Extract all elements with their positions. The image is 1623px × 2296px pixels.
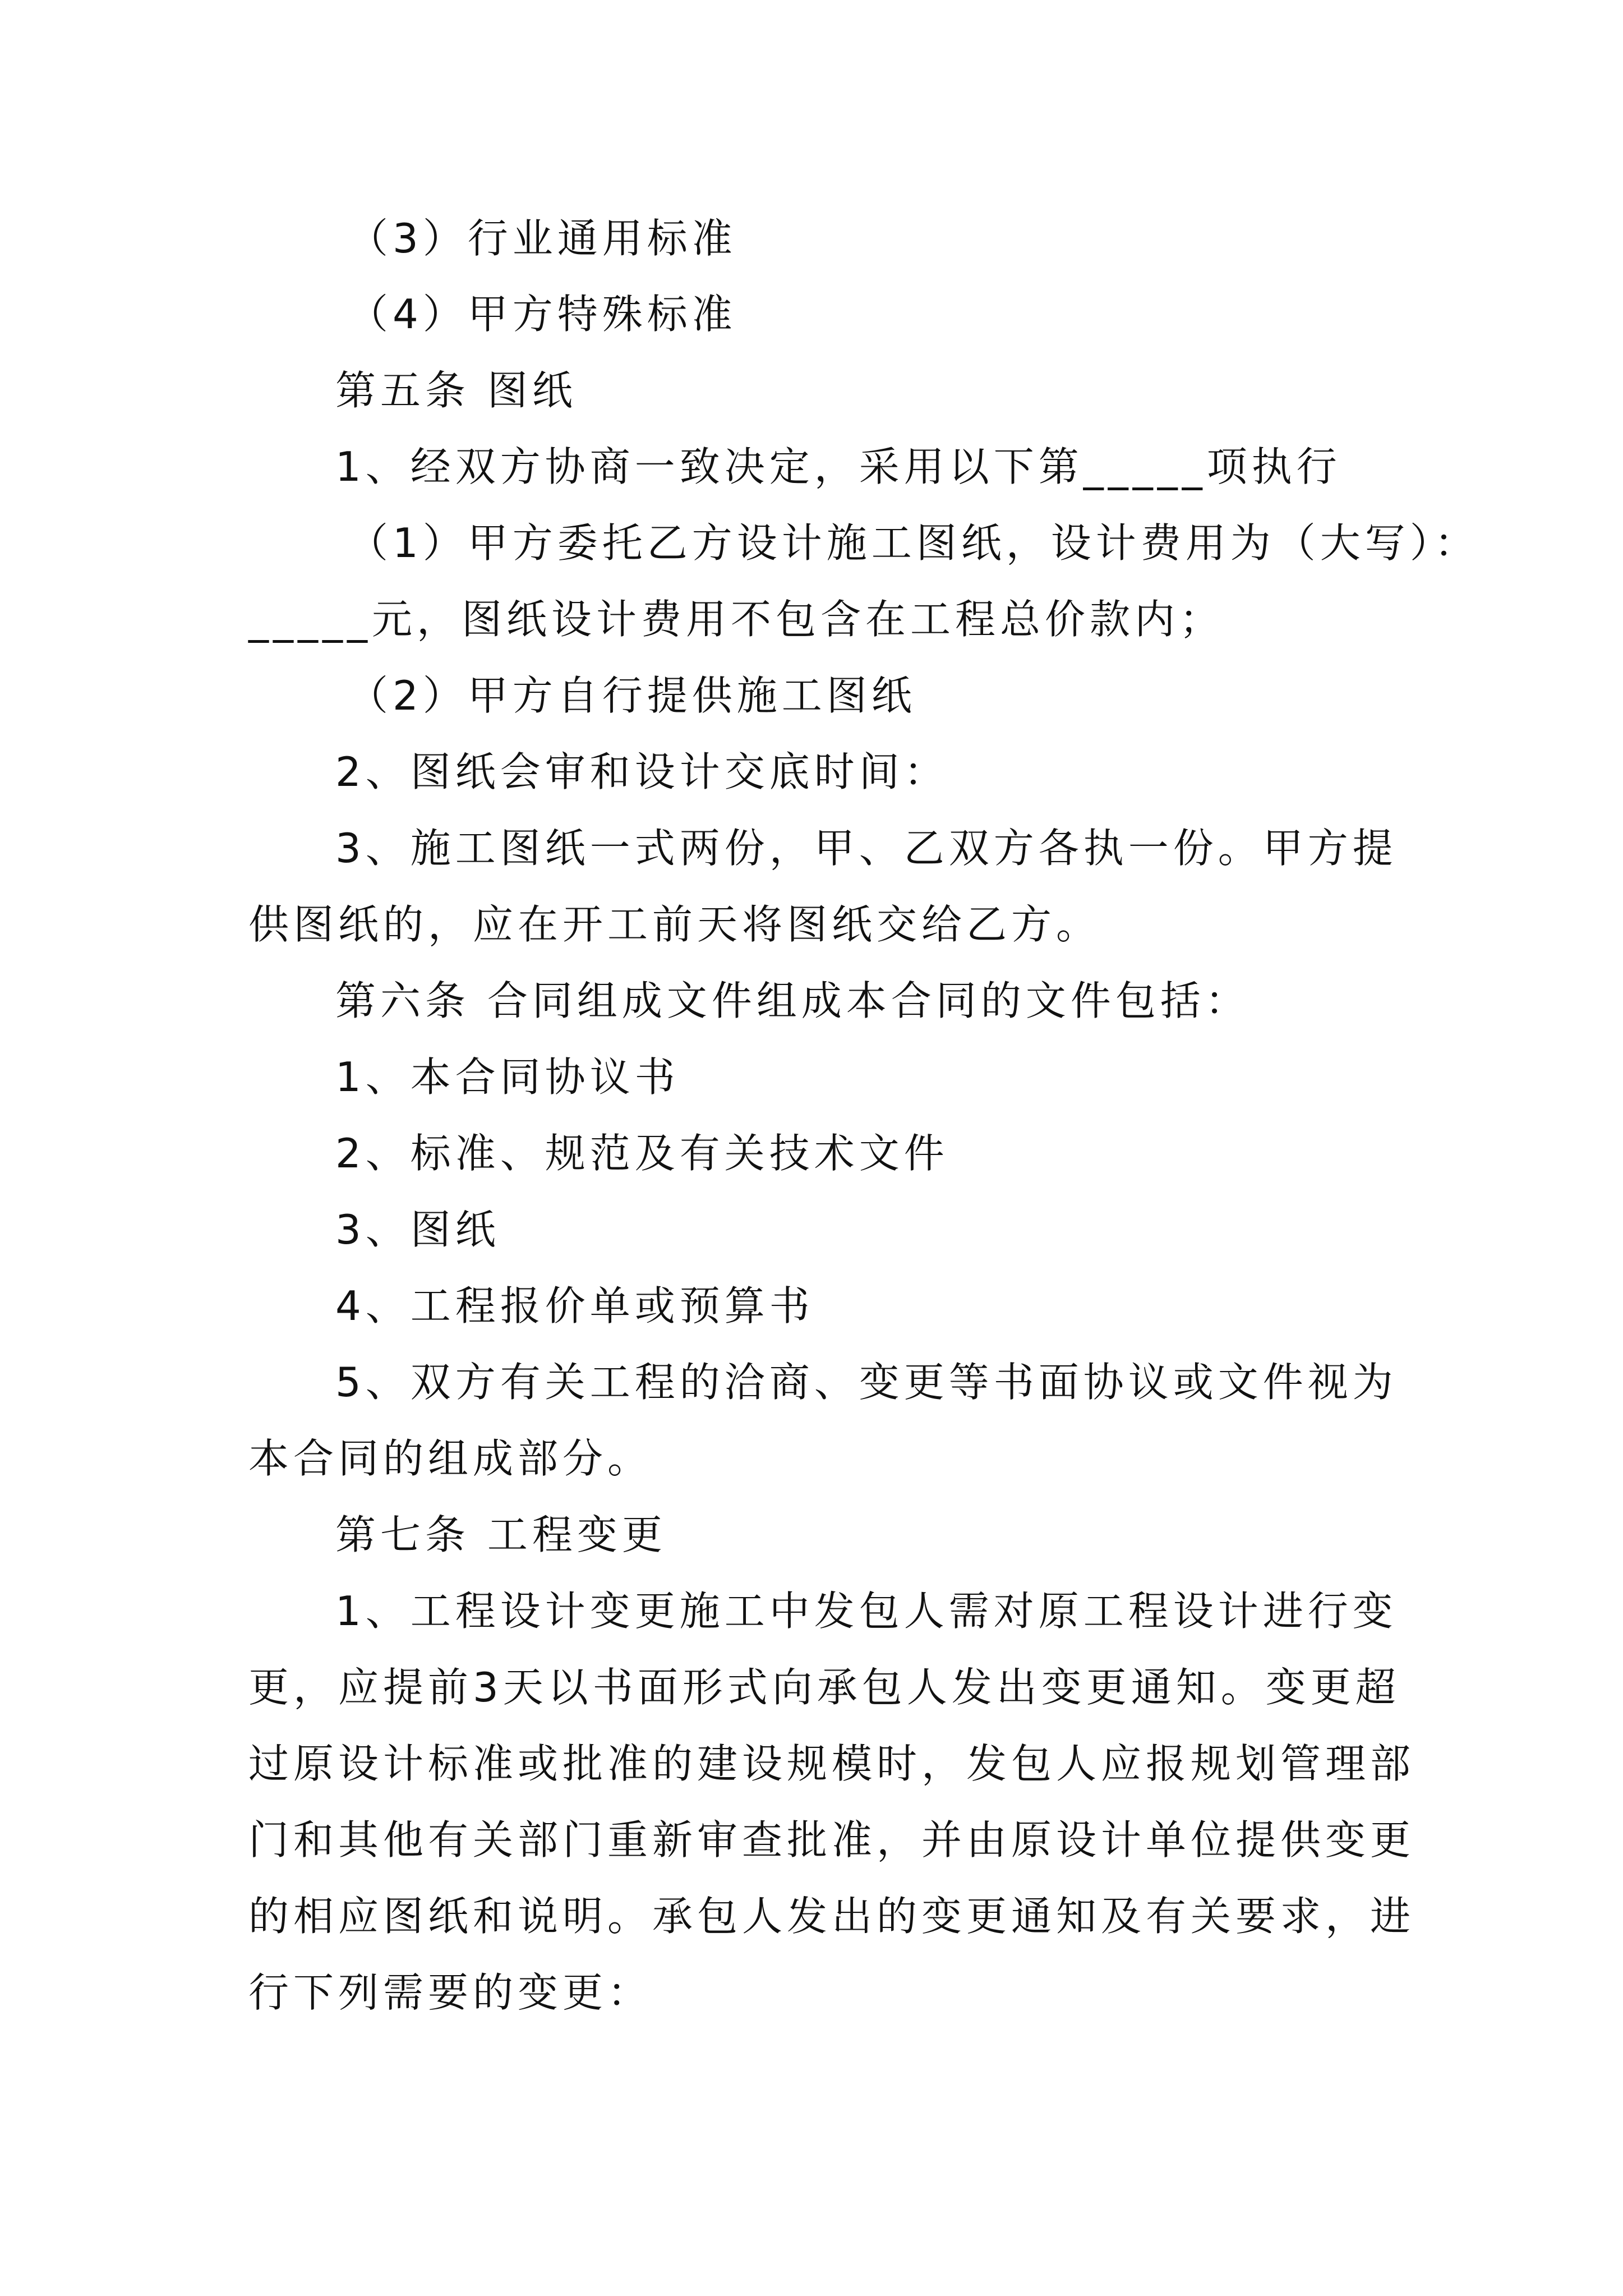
text-line: （3）行业通用标准 xyxy=(348,215,737,262)
section-heading: 第五条 图纸 xyxy=(335,367,577,414)
section-heading: 第六条 合同组成文件组成本合同的文件包括： xyxy=(335,977,1250,1024)
text-line: 1、本合同协议书 xyxy=(335,1053,680,1101)
text-line: 3、图纸 xyxy=(335,1206,500,1253)
text-line: （2）甲方自行提供施工图纸 xyxy=(348,672,916,719)
text-line: 过原设计标准或批准的建设规模时，发包人应报规划管理部 xyxy=(248,1740,1415,1787)
text-line: 2、图纸会审和设计交底时间： xyxy=(335,748,949,795)
text-line: 2、标准、规范及有关技术文件 xyxy=(335,1130,949,1177)
text-line: 1、工程设计变更施工中发包人需对原工程设计进行变 xyxy=(335,1588,1398,1635)
text-line: 行下列需要的变更： xyxy=(248,1969,653,2016)
text-line: （4）甲方特殊标准 xyxy=(348,291,737,338)
text-line: 更，应提前3天以书面形式向承包人发出变更通知。变更超 xyxy=(248,1664,1400,1711)
text-line: 4、工程报价单或预算书 xyxy=(335,1282,814,1329)
text-line: _____元，图纸设计费用不包含在工程总价款内； xyxy=(248,596,1225,643)
text-line: 的相应图纸和说明。承包人发出的变更通知及有关要求，进 xyxy=(248,1893,1415,1940)
text-line: 门和其他有关部门重新审查批准，并由原设计单位提供变更 xyxy=(248,1816,1415,1864)
text-line: 本合同的组成部分。 xyxy=(248,1435,653,1482)
text-line: （1）甲方委托乙方设计施工图纸，设计费用为（大写）： xyxy=(348,519,1479,567)
text-line: 3、施工图纸一式两份，甲、乙双方各执一份。甲方提 xyxy=(335,825,1398,872)
text-line: 1、经双方协商一致决定，采用以下第_____项执行 xyxy=(335,443,1341,490)
text-line: 供图纸的，应在开工前天将图纸交给乙方。 xyxy=(248,901,1101,948)
text-line: 5、双方有关工程的洽商、变更等书面协议或文件视为 xyxy=(335,1359,1398,1406)
section-heading: 第七条 工程变更 xyxy=(335,1511,667,1558)
